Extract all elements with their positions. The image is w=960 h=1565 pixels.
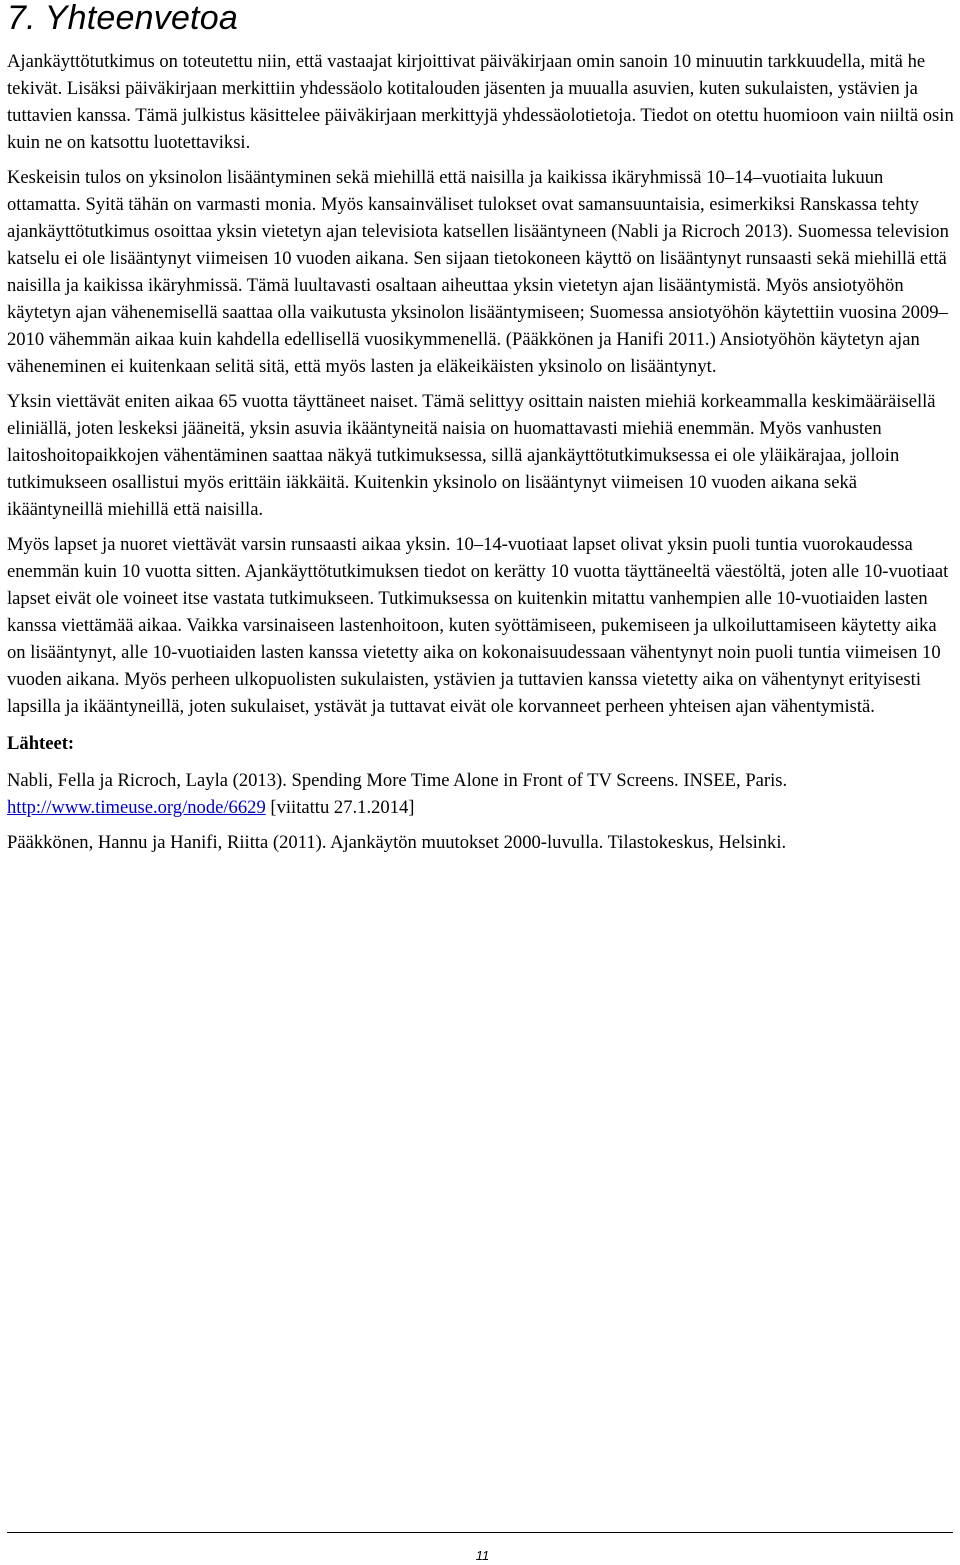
footer-divider xyxy=(7,1532,953,1533)
reference-nabli-text: Nabli, Fella ja Ricroch, Layla (2013). Spending More Time Alone in Front of TV Screens. INSEE, Paris. xyxy=(7,770,788,791)
sources-heading: Lähteet: xyxy=(7,733,75,754)
reference-nabli-accessed: [viitattu 27.1.2014] xyxy=(265,797,415,818)
paragraph-2: Keskeisin tulos on yksinolon lisääntyminen sekä miehillä että naisilla ja kaikissa ikäryhmissä 10–14–vuotiaita lukuun ottamatta. Syitä tähän on varmasti monia. Myös kansainväliset tulokset ovat samansuuntaisia, esimerkiksi Ranskassa tehty ajankäyttötutkimus osoittaa yksin vietetyn ajan televisiota katsellen lisääntyneen (Nabli ja Ricroch 2013). Suomessa television katselu ei ole lisääntynyt viimeisen 10 vuoden aikana. Sen sijaan tietokoneen käyttö on lisääntynyt runsaasti sekä miehillä että naisilla ja kaikissa ikäryhmissä. Tämä luultavasti osaltaan aiheuttaa yksin vietetyn ajan lisääntymistä. Myös ansiotyöhön käytetyn ajan vähenemisellä saattaa olla vaikutusta yksinolon lisääntymiseen; Suomessa ansiotyöhön käytettiin vuosina 2009–2010 vähemmän aikaa kuin kahdella edellisellä vuosikymmenellä. (Pääkkönen ja Hanifi 2011.) Ansiotyöhön käytetyn ajan väheneminen ei kuitenkaan selitä sitä, että myös lasten ja eläkeikäisten yksinolo on lisääntynyt. xyxy=(7,167,949,377)
paragraph-1: Ajankäyttötutkimus on toteutettu niin, että vastaajat kirjoittivat päiväkirjaan omin sanoin 10 minuutin tarkkuudella, mitä he tekivät. Lisäksi päiväkirjaan merkittiin yhdessäolo kotitalouden jäsenten ja muualla asuvien, kuten sukulaisten, ystävien ja tuttavien kanssa. Tämä julkistus käsittelee päiväkirjaan merkittyjä yhdessäolotietoja. Tiedot on otettu huomioon vain niiltä osin kuin ne on katsottu luotettaviksi. xyxy=(7,51,954,153)
page-number: 11 xyxy=(475,1548,490,1563)
paragraph-3: Yksin viettävät eniten aikaa 65 vuotta täyttäneet naiset. Tämä selittyy osittain naisten miehiä korkeammalla keskimääräisellä eliniällä, joten leskeksi jääneitä, yksin asuvia ikääntyneitä naisia on huomattavasti miehiä enemmän. Myös vanhusten laitoshoitopaikkojen vähentäminen saattaa näkyä tutkimuksessa, sillä ajankäyttötutkimuksessa ei ole yläikärajaa, jolloin tutkimukseen osallistui myös erittäin iäkkäitä. Kuitenkin yksinolo on lisääntynyt viimeisen 10 vuoden aikana sekä ikääntyneillä miehillä että naisilla. xyxy=(7,391,936,520)
reference-nabli xyxy=(7,767,957,821)
paragraph-4: Myös lapset ja nuoret viettävät varsin runsaasti aikaa yksin. 10–14-vuotiaat lapset olivat yksin puoli tuntia vuorokaudessa enemmän kuin 10 vuotta sitten. Ajankäyttötutkimuksen tiedot on kerätty 10 vuotta täyttäneeltä väestöltä, joten alle 10-vuotiaat lapset eivät ole voineet itse vastata tutkimukseen. Tutkimuksessa on kuitenkin mitattu vanhempien alle 10-vuotiaiden lasten kanssa viettämää aikaa. Vaikka varsinaiseen lastenhoitoon, kuten syöttämiseen, pukemiseen ja ulkoiluttamiseen käytetty aika on lisääntynyt, alle 10-vuotiaiden lasten kanssa vietetty aika on kokonaisuudessaan vähentynyt noin puoli tuntia viimeisen 10 vuoden aikana. Myös perheen ulkopuolisten sukulaisten, ystävien ja tuttavien kanssa vietetty aika on vähentynyt erityisesti lapsilla ja ikääntyneillä, joten sukulaiset, ystävät ja tuttavat eivät ole korvanneet perheen yhteisen ajan vähentymistä. xyxy=(7,534,949,717)
section-heading: 7. Yhteenvetoa xyxy=(7,0,238,37)
reference-paakkonen: Pääkkönen, Hannu ja Hanifi, Riitta (2011). Ajankäytön muutokset 2000-luvulla. Tilastokeskus, Helsinki. xyxy=(7,832,787,853)
reference-nabli-link[interactable]: http://www.timeuse.org/node/6629 xyxy=(7,797,266,818)
document-page xyxy=(7,0,957,864)
